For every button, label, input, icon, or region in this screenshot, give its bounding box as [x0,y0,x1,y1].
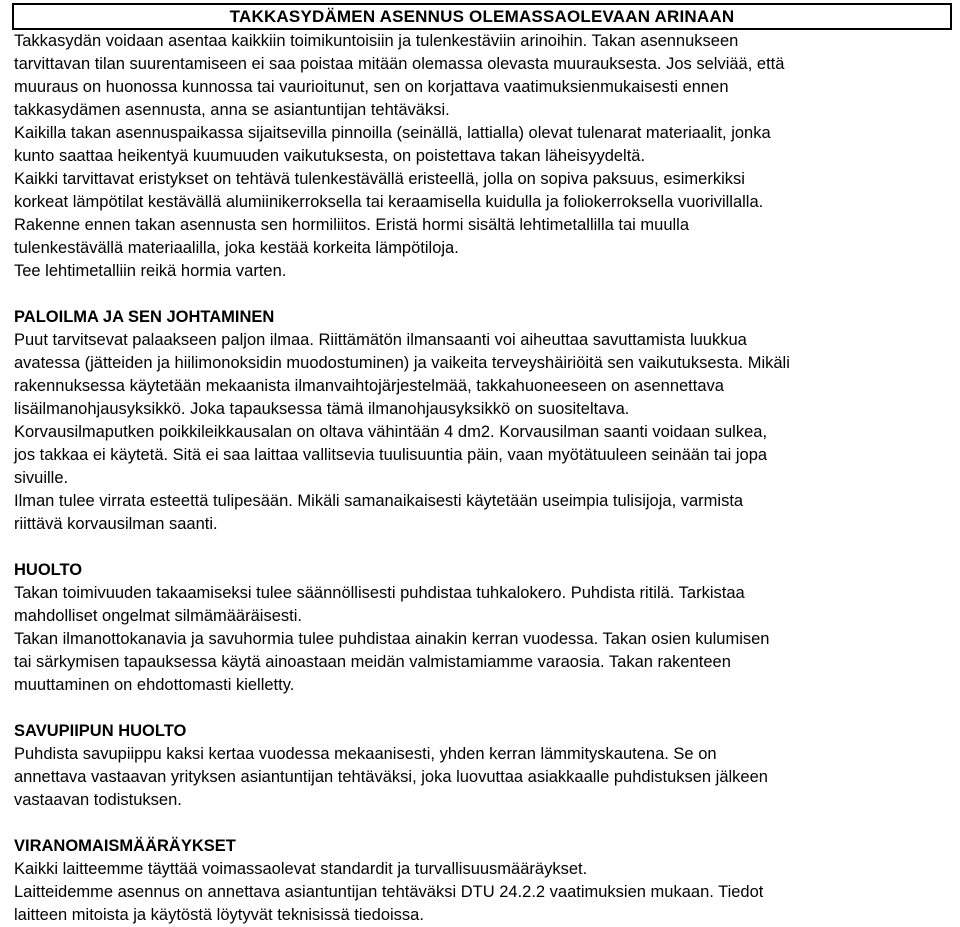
text-line: tai särkymisen tapauksessa käytä ainoastaan meidän valmistamiamme varaosia. Takan rakenteen [14,653,731,671]
title-box [12,3,952,30]
text-line: rakennuksessa käytetään mekaanista ilmanvaihtojärjestelmää, takkahuoneeseen on asennettava [14,377,724,395]
section-installation-text [14,30,954,283]
text-line: Kaikki laitteemme täyttää voimassaolevat standardit ja turvallisuusmääräykset. [14,860,588,878]
document-title: TAKKASYDÄMEN ASENNUS OLEMASSAOLEVAAN ARINAAN [229,7,735,26]
text-line: kunto saattaa heikentyä kuumuuden vaikutuksesta, on poistettava takan läheisyydeltä. [14,147,646,165]
text-line: Takan ilmanottokanavia ja savuhormia tulee puhdistaa ainakin kerran vuodessa. Takan osien kulumisen [14,630,770,648]
text-line: Tee lehtimetalliin reikä hormia varten. [14,262,287,280]
text-line: laitteen mitoista ja käytöstä löytyvät teknisissä tiedoissa. [14,906,424,924]
section-gap [14,536,954,559]
text-line: muuttaminen on ehdottomasti kielletty. [14,676,295,694]
section-gap [14,283,954,306]
text-line: lisäilmanohjausyksikkö. Joka tapauksessa tämä ilmanohjausyksikkö on suositeltava. [14,400,630,418]
text-line: Korvausilmaputken poikkileikkausalan on oltava vähintään 4 dm2. Korvausilman saanti voidaan sulkea, [14,423,768,441]
text-line: vastaavan todistuksen. [14,791,182,809]
section-heading-maintenance: HUOLTO [14,561,83,579]
text-line: muuraus on huonossa kunnossa tai vaurioitunut, sen on korjattava vaatimuksienmukaisesti ennen [14,78,729,96]
text-line: Kaikki tarvittavat eristykset on tehtävä tulenkestävällä eristeellä, jolla on sopiva paksuus, esimerkiksi [14,170,745,188]
section-maintenance-text [14,582,954,697]
text-line: takkasydämen asennusta, anna se asiantuntijan tehtäväksi. [14,101,450,119]
text-line: Kaikilla takan asennuspaikassa sijaitsevilla pinnoilla (seinällä, lattialla) olevat tulenarat materiaalit, jonka [14,124,771,142]
text-line: sivuille. [14,469,69,487]
text-line: Laitteidemme asennus on annettava asiantuntijan tehtäväksi DTU 24.2.2 vaatimuksien mukaan. Tiedot [14,883,764,901]
section-gap [14,812,954,835]
text-line: Ilman tulee virrata esteettä tulipesään. Mikäli samanaikaisesti käytetään useimpia tulisijoja, varmista [14,492,744,510]
text-line: jos takkaa ei käytetä. Sitä ei saa laittaa vallitsevia tuulisuuntia päin, vaan myötätuuleen seinään tai jopa [14,446,768,464]
text-line: Puut tarvitsevat palaakseen paljon ilmaa. Riittämätön ilmansaanti voi aiheuttaa savuttamista luukkua [14,331,747,349]
text-line: Takkasydän voidaan asentaa kaikkiin toimikuntoisiin ja tulenkestäviin arinoihin. Takan asennukseen [14,32,739,50]
section-heading-combustion-air: PALOILMA JA SEN JOHTAMINEN [14,308,275,326]
text-line: mahdolliset ongelmat silmämääräisesti. [14,607,302,625]
text-line: avatessa (jätteiden ja hiilimonoksidin muodostuminen) ja vaikeita terveyshäiriöitä sen vaikutuksesta. Mikäli [14,354,790,372]
section-heading-chimney-maintenance: SAVUPIIPUN HUOLTO [14,722,187,740]
text-line: Rakenne ennen takan asennusta sen hormiliitos. Eristä hormi sisältä lehtimetallilla tai muulla [14,216,690,234]
section-regulations-text [14,858,954,927]
text-line: Takan toimivuuden takaamiseksi tulee säännöllisesti puhdistaa tuhkalokero. Puhdista ritilä. Tarkistaa [14,584,745,602]
text-line: tarvittavan tilan suurentamiseen ei saa poistaa mitään olemassa olevasta muurauksesta. Jos selviää, että [14,55,785,73]
text-line: Puhdista savupiippu kaksi kertaa vuodessa mekaanisesti, yhden kerran lämmityskautena. Se on [14,745,717,763]
text-line: riittävä korvausilman saanti. [14,515,218,533]
text-line: korkeat lämpötilat kestävällä alumiinikerroksella tai keraamisella kuidulla ja foliokerroksella vuorivillalla. [14,193,764,211]
text-line: tulenkestävällä materiaalilla, joka kestää korkeita lämpötiloja. [14,239,459,257]
text-line: annettava vastaavan yrityksen asiantuntijan tehtäväksi, joka luovuttaa asiakkaalle puhdistuksen jälkeen [14,768,768,786]
section-gap [14,697,954,720]
section-chimney-maintenance-text [14,743,954,812]
document-page [14,0,954,927]
section-heading-regulations: VIRANOMAISMÄÄRÄYKSET [14,837,236,855]
section-combustion-air-text [14,329,954,536]
